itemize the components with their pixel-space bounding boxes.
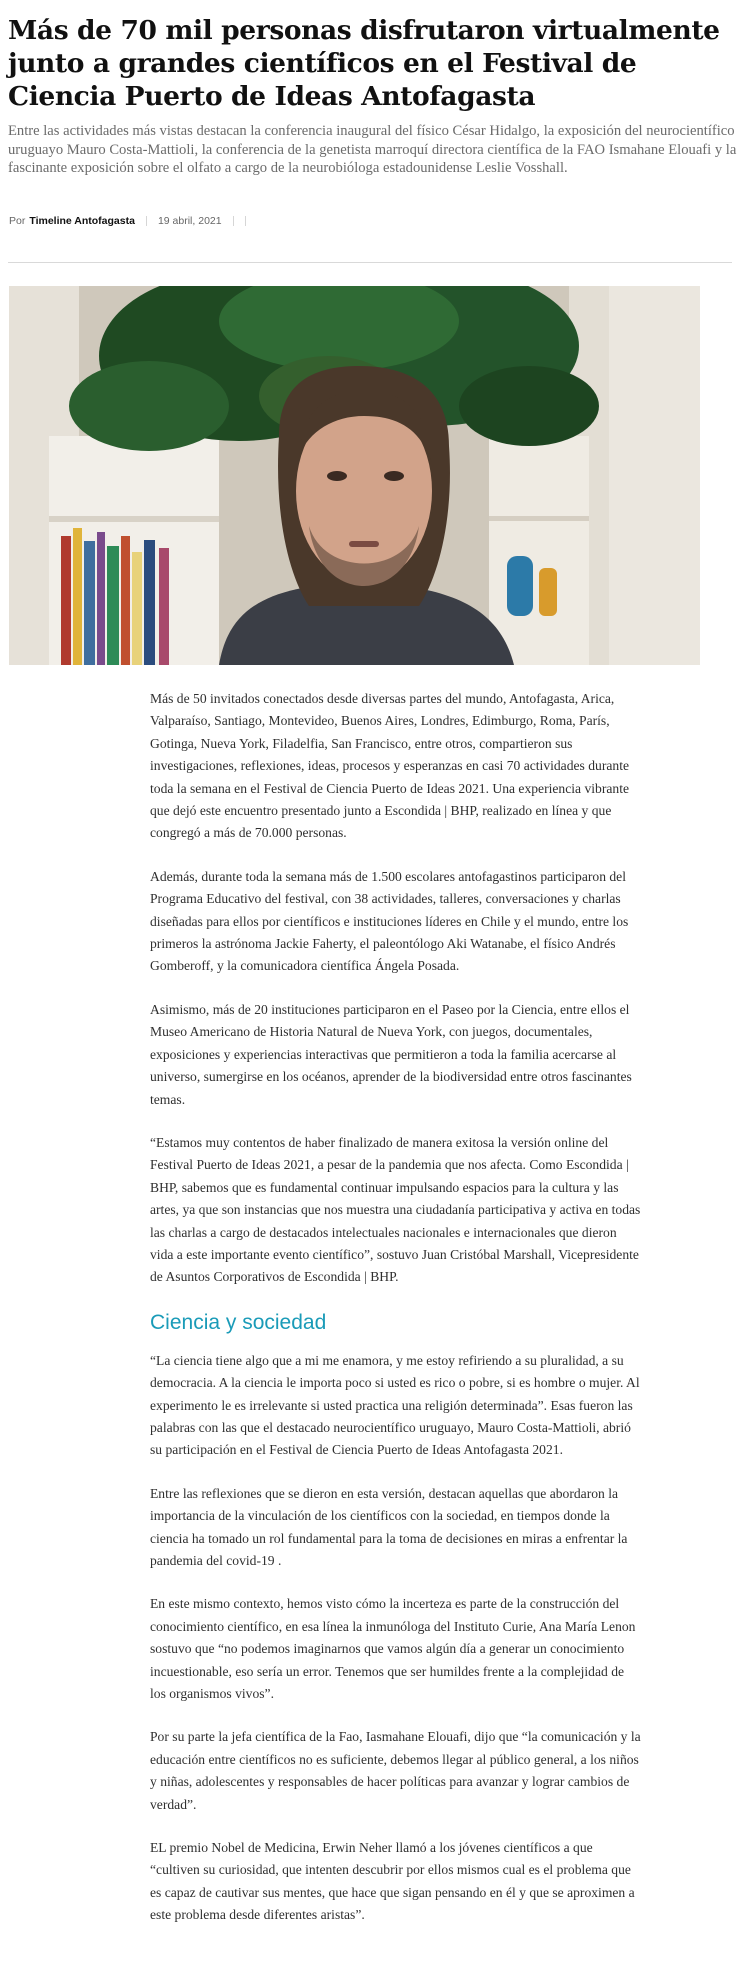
body-paragraph: Además, durante toda la semana más de 1.500 escolares antofagastinos participaron del Programa Educativo del festival, con 38 actividades, talleres, conversaciones y charlas diseñadas para ellos por científicos e instituciones líderes en Chile y el mundo, entre los primeros la astrónoma Jackie Faherty, el paleontólogo Aki Watanabe, el físico Andrés Gomberoff, y la comunicadora científica Ángela Posada. <box>150 868 629 974</box>
photo-illustration <box>9 286 700 665</box>
article-photo <box>9 286 700 665</box>
article-lead: Entre las actividades más vistas destacan la conferencia inaugural del físico César Hidalgo, la exposición del neurocientífico uruguayo Mauro Costa-Mattioli, la conferencia de la genetista marroquí directora científica de la FAO Ismahane Elouafi y la fascinante exposición sobre el olfato a cargo de la neurobióloga estadounidense Leslie Vosshall. <box>8 123 737 177</box>
body-paragraph: Más de 50 invitados conectados desde diversas partes del mundo, Antofagasta, Arica, Valparaíso, Santiago, Montevideo, Buenos Aires, Londres, Edimburgo, Roma, París, Gotinga, Nueva York, Filadelfia, San Francisco, entre otros, compartieron sus investigaciones, reflexiones, ideas, procesos y esperanzas en casi 70 actividades durante toda la semana en el Festival de Ciencia Puerto de Ideas 2021. Una experiencia vibrante que dejó este encuentro presentado junto a Escondida | BHP, realizado en línea y que congregó a más de 70.000 personas. <box>150 691 630 841</box>
meta-separator <box>233 216 234 226</box>
body-paragraph: En este mismo contexto, hemos visto cómo la incerteza es parte de la construcción del conocimiento científico, en esa línea la inmunóloga del Instituto Curie, Ana María Lenon sostuvo que “no podemos imaginarnos que vamos algún día a generar un conocimiento incuestionable, eso sería un error. Tenemos que ser humildes frente a la complejidad de los organismos vivos”. <box>150 1596 636 1702</box>
author-link[interactable]: Timeline Antofagasta <box>29 215 135 227</box>
body-paragraph: Asimismo, más de 20 instituciones participaron en el Paseo por la Ciencia, entre ellos el Museo Americano de Historia Natural de Nueva York, con juegos, documentales, exposiciones y experiencias interactivas que permitieron a toda la familia acercarse al universo, sumergirse en los océanos, aprender de la biodiversidad entre otros fascinantes temas. <box>150 1001 632 1107</box>
meta-separator <box>146 216 147 226</box>
publish-date: 19 abril, 2021 <box>157 215 222 227</box>
byline-prefix: Por <box>9 215 26 227</box>
body-paragraph: “Estamos muy contentos de haber finalizado de manera exitosa la versión online del Festival Puerto de Ideas 2021, a pesar de la pandemia que nos afecta. Como Escondida | BHP, sabemos que es fundamental continuar impulsando espacios para la cultura y las artes, ya que son instancias que nos muestra una ciudadanía participativa y activa en todas las charlas a cargo de destacados intelectuales nacionales e internacionales que dieron vida a este importante evento científico”, sostuvo Juan Cristóbal Marshall, Vicepresidente de Asuntos Corporativos de Escondida | BHP. <box>150 1134 641 1285</box>
article-title: Más de 70 mil personas disfrutaron virtualmente junto a grandes científicos en el Festival de Ciencia Puerto de Ideas Antofagasta <box>8 15 720 112</box>
body-paragraph: Por su parte la jefa científica de la Fao, Iasmahane Elouafi, dijo que “la comunicación y la educación entre científicos no es suficiente, debemos llegar al público general, a los niños y niñas, adolescentes y responsables de hacer políticas para avanzar y lograr cambios de verdad”. <box>150 1729 641 1812</box>
header-divider <box>8 262 732 263</box>
section-heading: Ciencia y sociedad <box>150 1310 327 1334</box>
article-body <box>150 688 642 1948</box>
body-paragraph: EL premio Nobel de Medicina, Erwin Neher llamó a los jóvenes científicos a que “cultiven su curiosidad, que intenten descubrir por ellos mismos cual es el problema que es capaz de cautivar sus mentes, que hace que sigan pensando en él y que se aproximen a este problema desde diferentes aristas”. <box>150 1840 635 1923</box>
meta-separator <box>245 216 246 226</box>
body-paragraph: “La ciencia tiene algo que a mi me enamora, y me estoy refiriendo a su pluralidad, a su democracia. A la ciencia le importa poco si usted es rico o pobre, si es hombre o mujer. Al experimento le es irrelevante si usted practica una religión determinada”. Esas fueron las palabras con las que el destacado neurocientífico uruguayo, Mauro Costa-Mattioli, abrió su participación en el Festival de Ciencia Puerto de Ideas Antofagasta 2021. <box>150 1352 640 1458</box>
article-meta <box>9 213 257 229</box>
body-paragraph: Entre las reflexiones que se dieron en esta versión, destacan aquellas que abordaron la importancia de la vinculación de los científicos con la sociedad, en tiempos donde la ciencia ha tomado un rol fundamental para la toma de decisiones en miras a enfrentar la pandemia del covid-19 . <box>150 1485 628 1568</box>
